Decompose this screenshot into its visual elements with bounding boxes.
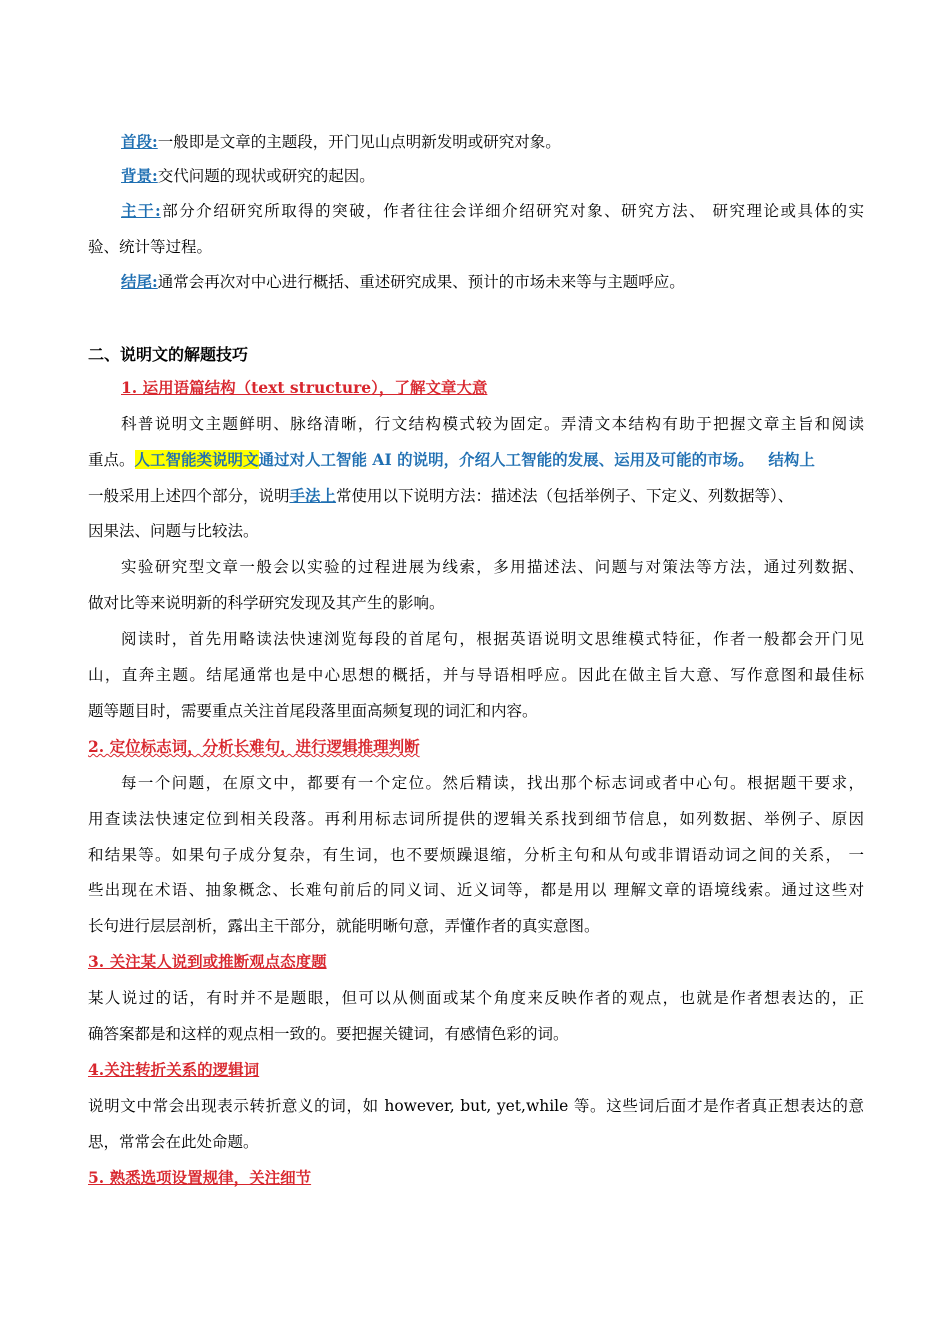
label-ending: 结尾: — [121, 272, 158, 291]
paragraph-line — [88, 448, 815, 470]
paragraph-text: 验、统计等过程。 — [88, 238, 213, 256]
paragraph-background — [121, 164, 375, 186]
paragraph-first-section — [121, 130, 561, 152]
subheading-3: 3. 关注某人说到或推断观点态度题 — [88, 952, 327, 971]
highlight-ai-text: 人工智能类说明文 — [134, 450, 259, 469]
paragraph-main-body — [121, 199, 864, 221]
subheading-5: 5. 熟悉选项设置规律，关注细节 — [88, 1168, 312, 1187]
paragraph-text: 一般即是文章的主题段，开门见山点明新发明或研究对象。 — [157, 133, 561, 151]
paragraph-line: 某人说过的话，有时并不是题眼，但可以从侧面或某个角度来反映作者的观点，也就是作者想表达的，正 — [88, 989, 864, 1007]
paragraph-text: 部分介绍研究所取得的突破，作者往往会详细介绍研究对象、研究方法、 研究理论或具体的实 — [160, 202, 864, 220]
paragraph-line: 说明文中常会出现表示转折意义的词，如 however, but, yet,while 等。这些词后面才是作者真正想表达的意 — [88, 1097, 864, 1115]
paragraph-line: 山，直奔主题。结尾通常也是中心思想的概括，并与导语相呼应。因此在做主旨大意、写作意图和最佳标 — [88, 666, 864, 684]
paragraph-text: 通常会再次对中心进行概括、重述研究成果、预计的市场未来等与主题呼应。 — [157, 273, 685, 291]
label-first-section: 首段: — [121, 132, 158, 151]
paragraph-text: 重点。 — [88, 451, 135, 469]
blue-text: 通过对人工智能 AI 的说明，介绍人工智能的发展、运用及可能的市场。 — [258, 450, 754, 469]
paragraph-ending — [121, 270, 685, 292]
paragraph-line: 和结果等。如果句子成分复杂，有生词，也不要烦躁退缩，分析主句和从句或非谓语动词之间的关系， 一 — [88, 846, 864, 864]
paragraph-line: 实验研究型文章一般会以实验的过程进展为线索，多用描述法、问题与对策法等方法，通过列数据、 — [121, 558, 864, 576]
subheading-4: 4.关注转折关系的逻辑词 — [88, 1060, 260, 1079]
paragraph-line: 阅读时，首先用略读法快速浏览每段的首尾句，根据英语说明文思维模式特征，作者一般都会开门见 — [121, 630, 864, 648]
paragraph-line: 些出现在术语、抽象概念、长难句前后的同义词、近义词等，都是用以 理解文章的语境线索。通过这些对 — [88, 881, 864, 899]
paragraph-line: 用查读法快速定位到相关段落。再利用标志词所提供的逻辑关系找到细节信息，如列数据、举例子、原因 — [88, 810, 864, 828]
paragraph-line: 长句进行层层剖析，露出主干部分，就能明晰句意，弄懂作者的真实意图。 — [88, 917, 600, 935]
paragraph-text: 交代问题的现状或研究的起因。 — [157, 167, 375, 185]
label-method: 手法上 — [289, 486, 337, 505]
paragraph-line: 思，常常会在此处命题。 — [88, 1133, 259, 1151]
subheading-1: 1. 运用语篇结构（text structure），了解文章大意 — [121, 378, 488, 397]
paragraph-text: 常使用以下说明方法：描述法（包括举例子、下定义、列数据等）、 — [336, 487, 794, 505]
label-main-body: 主干: — [121, 201, 161, 220]
subheading-2: 2. 定位标志词，分析长难句，进行逻辑推理判断 — [88, 737, 420, 756]
paragraph-text: 一般采用上述四个部分，说明 — [88, 487, 290, 505]
blue-text: 结构上 — [768, 450, 815, 469]
paragraph-line: 每一个问题，在原文中，都要有一个定位。然后精读，找出那个标志词或者中心句。根据题干要求， — [121, 774, 864, 792]
paragraph-line: 题等题目时，需要重点关注首尾段落里面高频复现的词汇和内容。 — [88, 702, 538, 720]
paragraph-line: 因果法、问题与比较法。 — [88, 522, 259, 540]
paragraph-line: 做对比等来说明新的科学研究发现及其产生的影响。 — [88, 594, 445, 612]
label-background: 背景: — [121, 166, 158, 185]
paragraph-line — [88, 484, 793, 506]
paragraph-line: 科普说明文主题鲜明、脉络清晰，行文结构模式较为固定。弄清文本结构有助于把握文章主旨和阅读 — [121, 415, 864, 433]
section-heading: 二、说明文的解题技巧 — [88, 345, 249, 364]
paragraph-line: 确答案都是和这样的观点相一致的。要把握关键词，有感情色彩的词。 — [88, 1025, 569, 1043]
